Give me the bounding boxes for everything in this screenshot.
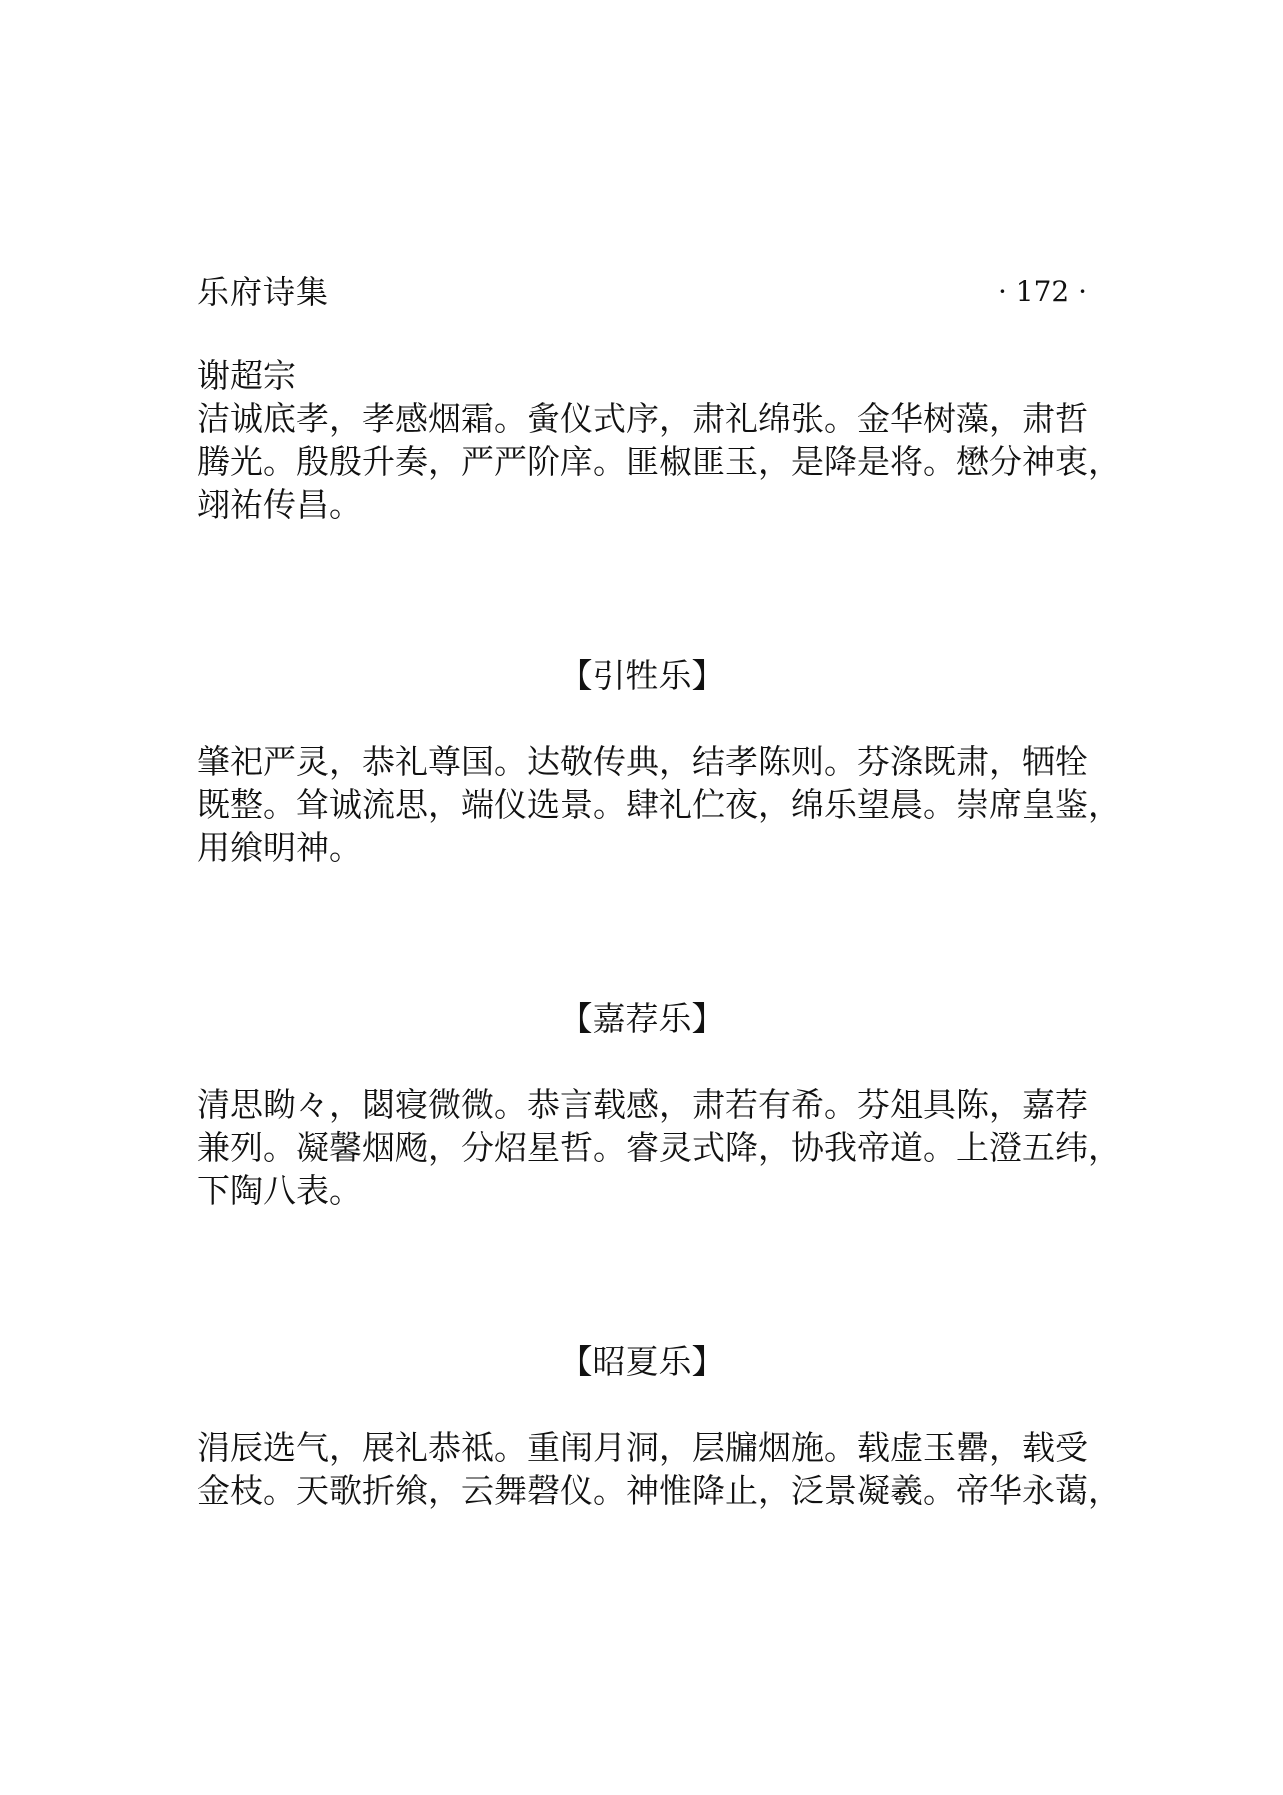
running-header	[197, 270, 1087, 314]
poem-line: 下陶八表。	[197, 1171, 362, 1210]
poem-line: 金枝。天歌折飨，云舞磬仪。神惟降止，泛景凝羲。帝华永蔼，	[197, 1471, 1121, 1510]
poem-line: 涓辰选气，展礼恭祗。重闱月洞，层牖烟施。载虚玉罍，载受	[197, 1428, 1088, 1467]
author-line: 谢超宗	[197, 356, 296, 395]
poem-line: 洁诚底孝，孝感烟霜。夤仪式序，肃礼绵张。金华树藻，肃哲	[197, 399, 1088, 438]
poem-line: 清思眑々，閟寝微微。恭言载感，肃若有希。芬俎具陈，嘉荐	[197, 1085, 1088, 1124]
section-heading-zhaoxia: 【昭夏乐】	[559, 1342, 725, 1381]
poem-block-jiajian	[197, 1083, 1121, 1212]
poem-line: 兼列。凝馨烟飏，分炤星哲。睿灵式降，协我帝道。上澄五纬，	[197, 1128, 1121, 1167]
poem-line: 用飨明神。	[197, 828, 362, 867]
page-number: · 172 ·	[997, 275, 1087, 308]
poem-block-zhaoxia	[197, 1426, 1121, 1512]
poem-line: 腾光。殷殷升奏，严严阶庠。匪椒匪玉，是降是将。懋分神衷，	[197, 442, 1121, 481]
poem-line: 肇祀严灵，恭礼尊国。达敬传典，结孝陈则。芬涤既肃，牺牷	[197, 742, 1088, 781]
book-title: 乐府诗集	[197, 273, 330, 311]
section-heading-jiajian: 【嘉荐乐】	[559, 999, 725, 1038]
poem-block-yinsheng	[197, 740, 1121, 869]
poem-line: 翊祐传昌。	[197, 485, 362, 524]
poem-block-xie-chaozong	[197, 354, 1121, 526]
section-heading-yinsheng: 【引牲乐】	[559, 656, 725, 695]
poem-line: 既整。耸诚流思，端仪选景。肆礼伫夜，绵乐望晨。崇席皇鉴，	[197, 785, 1121, 824]
